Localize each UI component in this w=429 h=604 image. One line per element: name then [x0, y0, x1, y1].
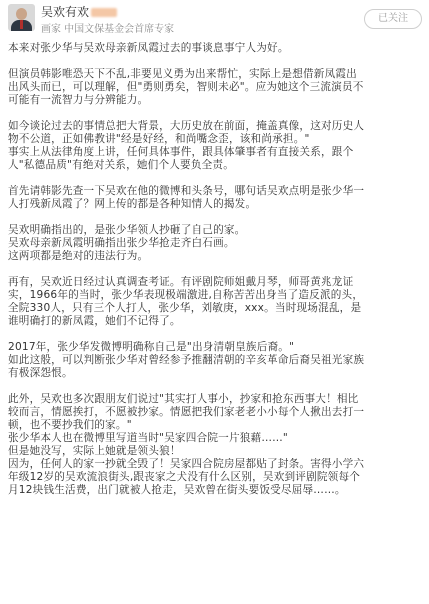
- paragraph-gap: [8, 380, 422, 393]
- post-text-line: 张少华本人也在微博里写道当时"吴家四合院一片狼藉……": [8, 432, 288, 444]
- author-name-text[interactable]: 吴欢有欢: [41, 5, 90, 19]
- post-text-line: 因为，任何人的家一抄就全毁了！吴家四合院房屋都贴了封条。害得小学六: [8, 458, 365, 470]
- paragraph-gap: [8, 55, 422, 68]
- post-text-line: 但是她没写，实际上她就是领头狼！: [8, 445, 181, 457]
- post-text-line: 吴欢明确指出的，是张少华领人抄砸了自己的家。: [8, 224, 246, 236]
- paragraph-gap: [8, 211, 422, 224]
- paragraph-gap: [8, 107, 422, 120]
- avatar-face: [16, 8, 27, 20]
- post-text-line: 有极深怨恨。: [8, 367, 73, 379]
- author-name[interactable]: [41, 3, 117, 20]
- paragraph-gap: [8, 328, 422, 341]
- post-text-line: 出风头而已，可以理解，但"勇则勇矣，智则未必"。应为她这个三流演员不: [8, 81, 364, 93]
- post-text-line: 本来对张少华与吴欢母亲新凤霞过去的事谈息事宁人为好。: [8, 42, 289, 54]
- paragraph-gap: [8, 263, 422, 276]
- post-content: [8, 42, 422, 497]
- post-text-line: 顿，也不要抄我们的家。": [8, 419, 132, 431]
- post-text-line: 如今谈论过去的事情总把大背景，大历史放在前面，掩盖真像，这对历史人: [8, 120, 365, 132]
- post-text-line: 月12块钱生活费，出门就被人抢走，吴欢曾在街头要饭受尽屈辱……。: [8, 484, 346, 496]
- post-text-line: 全院330人，只有三个人打人，张少华，刘敏庚，xxx。当时现场混乱，是: [8, 302, 362, 314]
- post-text-line: 可能有一流智力与分辨能力。: [8, 94, 149, 106]
- post-text-line: 谁明确打的新凤霞，她们不记得了。: [8, 315, 181, 327]
- post-text-line: 如此这般，可以判断张少华对曾经参予推翻清朝的辛亥革命后裔吴祖光家族: [8, 354, 365, 366]
- post-text-line: 人打残新凤霞了？网上传的都是各种知情人的揭发。: [8, 198, 257, 210]
- post-text-line: 物不公道，正如佛教讲"经是好经，和尚嘴念歪，该和尚承担。": [8, 133, 310, 145]
- avatar[interactable]: [8, 4, 35, 31]
- post-text-line: 实，1966年的当时，张少华表现极端激进,自称苦苦出身当了造反派的头，: [8, 289, 364, 301]
- post-text-line: 较而言，情愿挨打，不愿被抄家。情愿把我们家老老小小每个人揪出去打一: [8, 406, 365, 418]
- post-text-line: 2017年，张少华发微博明确称自己是"出身清朝皇族后裔。": [8, 341, 295, 353]
- post-text-line: 但演员韩影唯恐天下不乱,非要见义勇为出来帮忙，实际上是想借新凤霞出: [8, 68, 357, 80]
- post-header: [0, 0, 429, 40]
- post-text-line: 吴欢母亲新凤霞明确指出张少华抢走齐白石画。: [8, 237, 235, 249]
- post-text-line: 再有，吴欢近日经过认真调查考证。有评剧院师姐戴月琴，师哥黄兆龙证: [8, 276, 354, 288]
- post-text-line: 这两项都是绝对的违法行为。: [8, 250, 149, 262]
- post-text-line: 此外，吴欢也多次跟朋友们说过"其实打人事小，抄家和抢东西事大！相比: [8, 393, 359, 405]
- post-text-line: 首先请韩影先查一下吴欢在他的微博和头条号，哪句话吴欢点明是张少华一: [8, 185, 365, 197]
- redacted-name-suffix: [91, 8, 117, 17]
- post-text-line: 事实上从法律角度上讲，任何具体事件，跟具体肇事者有直接关系，跟个: [8, 146, 354, 158]
- paragraph-gap: [8, 172, 422, 185]
- author-meta: 画家 中国文保基金会首席专家: [41, 24, 175, 35]
- follow-button[interactable]: 已关注: [364, 9, 422, 29]
- post-text-line: 人"私德品质"有绝对关系，她们个人要负全责。: [8, 159, 235, 171]
- avatar-tie: [20, 20, 23, 29]
- post-text-line: 年级12岁的吴欢流浪街头,跟丧家之犬没有什么区别，吴欢到评剧院领每个: [8, 471, 361, 483]
